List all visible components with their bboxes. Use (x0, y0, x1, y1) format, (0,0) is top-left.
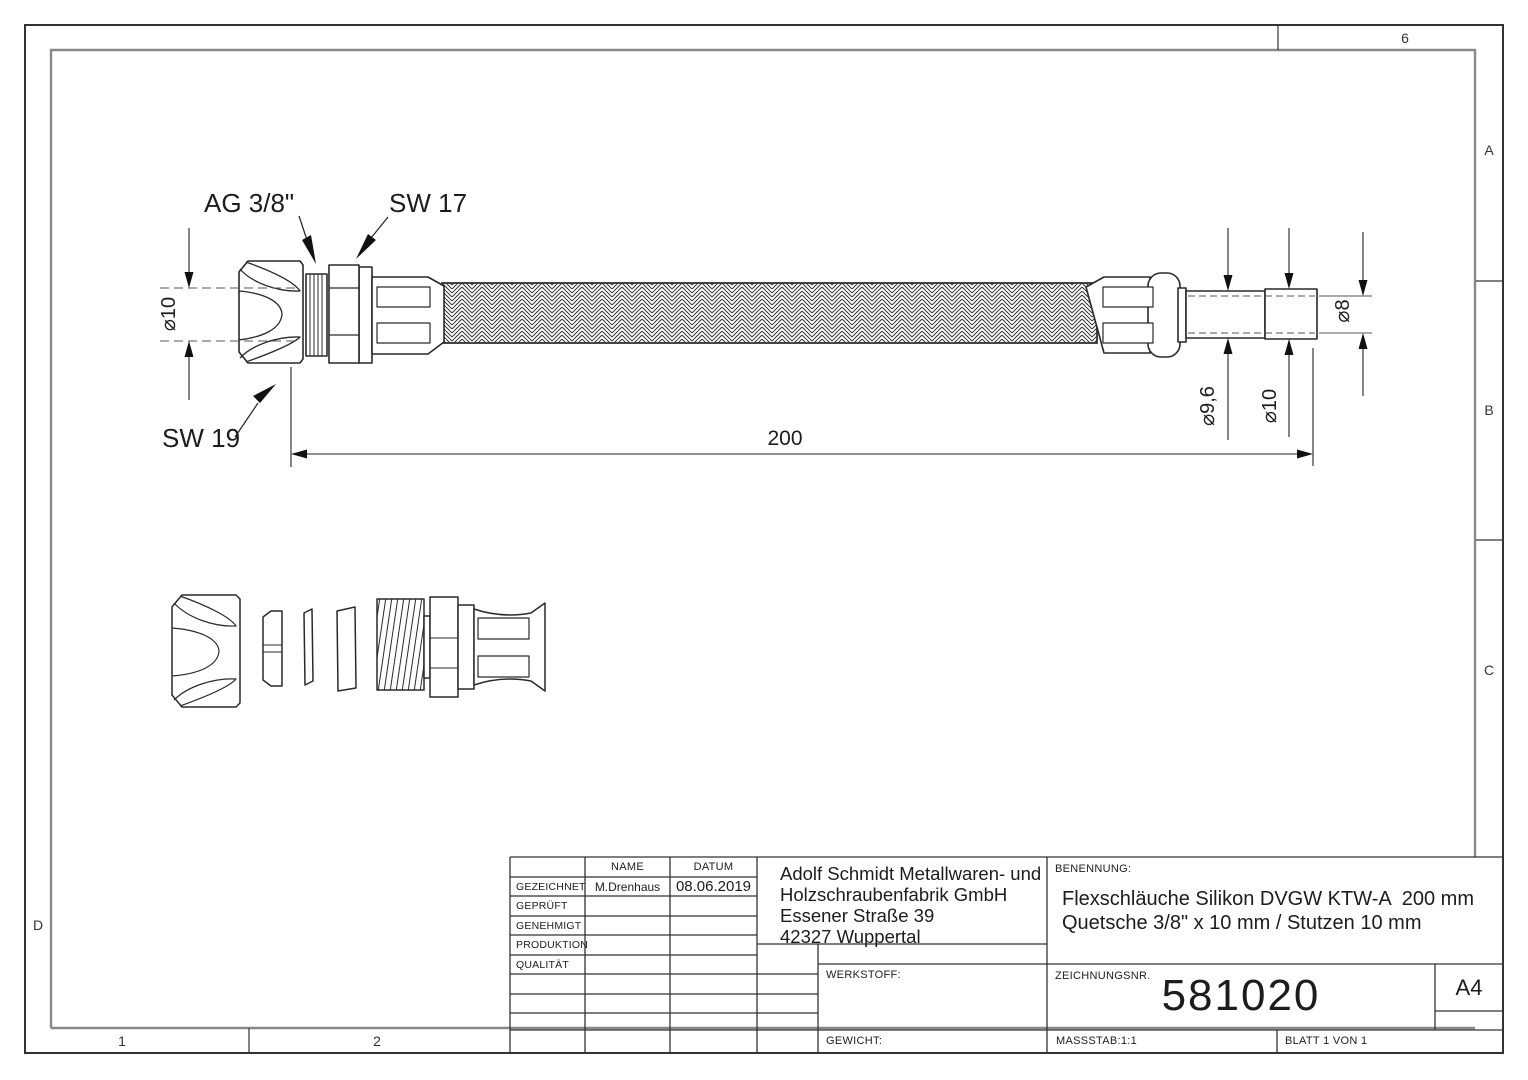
right-fitting (1086, 273, 1317, 357)
dimension-dia10-left (158, 228, 194, 400)
left-fitting (239, 261, 444, 363)
dim-dia8-text: ⌀8 (1332, 299, 1354, 323)
zone-letter-d: D (32, 917, 44, 933)
gezeichnet-date: 08.06.2019 (675, 878, 752, 895)
exploded-washer-thin (304, 609, 313, 685)
row-label-produktion: PRODUKTION (516, 939, 589, 951)
exploded-washer-thick (337, 607, 356, 691)
callout-ag38 (204, 188, 316, 264)
company-address (780, 863, 1041, 947)
zeichnungsnr-label: ZEICHNUNGSNR. (1055, 970, 1151, 982)
part-title-line-1: Flexschläuche Silikon DVGW KTW-A 200 mm (1062, 888, 1474, 910)
zone-letter-b: B (1484, 402, 1494, 418)
exploded-hex-nut (430, 597, 458, 697)
company-line-4: 42327 Wuppertal (780, 926, 921, 947)
benennung-label: BENENNUNG: (1055, 863, 1132, 875)
zone-number-1: 1 (118, 1033, 126, 1049)
callout-sw17 (356, 188, 467, 259)
callout-ag38-text: AG 3/8" (204, 188, 295, 218)
zone-letter-a: A (1484, 142, 1494, 158)
company-line-1: Adolf Schmidt Metallwaren- und (780, 863, 1042, 884)
drawing-number: 581020 (1161, 971, 1321, 1020)
hose-braid (442, 283, 1097, 343)
company-line-2: Holzschraubenfabrik GmbH (780, 884, 1008, 905)
zone-number-6: 6 (1401, 30, 1409, 46)
exploded-view (172, 595, 545, 707)
name-column-header: NAME (611, 861, 644, 873)
callout-sw19-text: SW 19 (162, 423, 241, 453)
dim-200-text: 200 (767, 427, 803, 450)
part-title-line-2: Quetsche 3/8" x 10 mm / Stutzen 10 mm (1062, 912, 1422, 934)
gezeichnet-name: M.Drenhaus (594, 879, 661, 894)
callout-sw17-text: SW 17 (389, 188, 468, 218)
dim-dia10-stub-text: ⌀10 (1259, 388, 1281, 424)
dimension-dia8 (1332, 232, 1368, 396)
dim-dia96-text: ⌀9,6 (1197, 386, 1219, 426)
zone-number-2: 2 (373, 1033, 381, 1049)
exploded-cap-nut (172, 595, 240, 707)
paper-format: A4 (1455, 974, 1483, 1000)
row-label-qualitaet: QUALITÄT (516, 959, 569, 971)
dimension-length-200 (291, 348, 1313, 467)
row-label-geprueft: GEPRÜFT (516, 900, 568, 912)
massstab-label: MASSSTAB:1:1 (1056, 1035, 1138, 1047)
zone-letter-c: C (1483, 662, 1495, 678)
exploded-crimp-sleeve (458, 603, 545, 691)
exploded-olive (263, 611, 282, 686)
gewicht-label: GEWICHT: (826, 1035, 883, 1047)
werkstoff-label: WERKSTOFF: (826, 969, 901, 981)
row-label-gezeichnet: GEZEICHNET (516, 881, 586, 893)
company-line-3: Essener Straße 39 (780, 905, 935, 926)
exploded-threaded-body (366, 597, 434, 692)
datum-column-header: DATUM (693, 861, 734, 873)
callout-sw19 (162, 384, 276, 453)
blatt-label: BLATT 1 VON 1 (1285, 1035, 1368, 1047)
row-label-genehmigt: GENEHMIGT (516, 920, 582, 932)
dim-dia10-left-text: ⌀10 (158, 296, 180, 332)
